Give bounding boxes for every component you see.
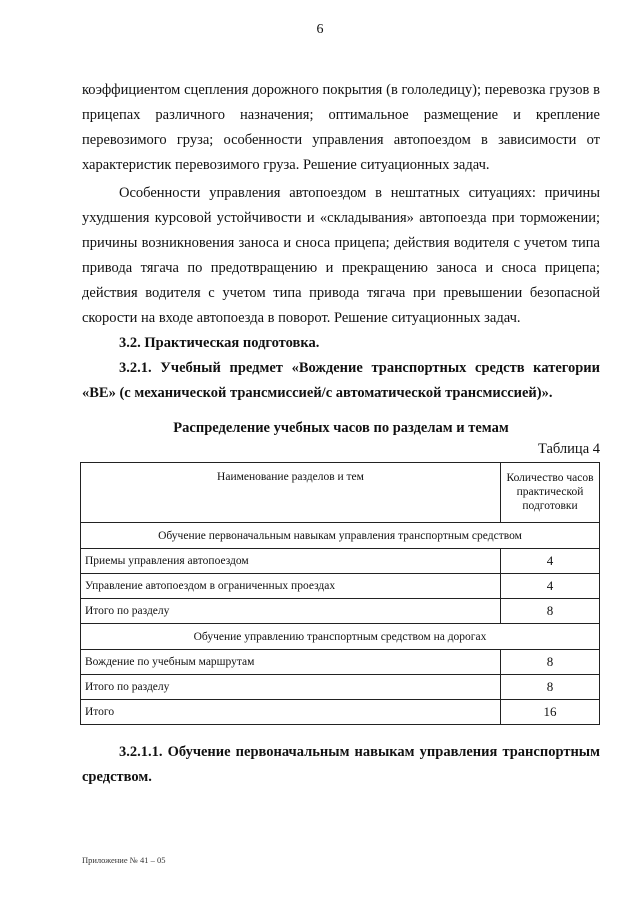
total-row: [81, 700, 600, 725]
row-qty: 4: [501, 549, 600, 574]
table-label: Таблица 4: [537, 441, 600, 457]
row-qty: 8: [501, 675, 600, 700]
section-row: [81, 523, 600, 549]
section-row: [81, 624, 600, 650]
table-row: [81, 675, 600, 700]
paragraph-emergency: [82, 181, 600, 331]
hours-table: [80, 462, 600, 725]
row-qty: 8: [501, 650, 600, 675]
table-row: [81, 650, 600, 675]
table-row: [81, 599, 600, 624]
row-name: Приемы управления автопоездом: [81, 549, 501, 574]
section-heading-3-2-1-1: 3.2.1.1. Обучение первоначальным навыкам управления транспортным средством.: [82, 744, 600, 785]
row-name: Итого по разделу: [81, 675, 501, 700]
row-qty: 8: [501, 599, 600, 624]
row-name: Управление автопоездом в ограниченных проездах: [81, 574, 501, 599]
total-name: Итого: [81, 700, 501, 725]
header-qty: Количество часов практической подготовки: [501, 463, 600, 523]
table-row: [81, 574, 600, 599]
paragraph-emergency-text: Особенности управления автопоездом в нештатных ситуациях: причины ухудшения курсовой устойчивости и «складывания» автопоезда при торможении; причины возникновения заноса и сноса прицепа; действия водителя с учетом типа привода тягача по предотвращению и прекращению заноса и сноса прицепа; действия водителя с учетом типа привода тягача при превышении безопасной скорости на входе автопоезда в поворот. Решение ситуационных задач.: [82, 185, 600, 326]
table-header-row: [81, 463, 600, 523]
total-qty: 16: [501, 700, 600, 725]
header-name: Наименование разделов и тем: [81, 463, 501, 523]
row-qty: 4: [501, 574, 600, 599]
footer-note: Приложение № 41 – 05: [82, 855, 166, 865]
section-title: Обучение первоначальным навыкам управления транспортным средством: [81, 523, 600, 549]
row-name: Итого по разделу: [81, 599, 501, 624]
table-row: [81, 549, 600, 574]
row-name: Вождение по учебным маршрутам: [81, 650, 501, 675]
page-number: 6: [316, 22, 324, 37]
paragraph-cargo-text: коэффициентом сцепления дорожного покрытия (в гололедицу); перевозка грузов в прицепах различного назначения; оптимальное размещение и крепление перевозимого груза; особенности управления автопоездом в зависимости от характеристик перевозимого груза. Решение ситуационных задач.: [82, 82, 600, 173]
section-heading-3-2: 3.2. Практическая подготовка.: [119, 335, 320, 351]
paragraph-cargo: [82, 78, 600, 178]
table-title: Распределение учебных часов по разделам и темам: [173, 420, 509, 436]
section-heading-3-2-1: 3.2.1. Учебный предмет «Вождение транспортных средств категории «BE» (с механической трансмиссией/с автоматической трансмиссией)».: [82, 360, 600, 401]
section-title: Обучение управлению транспортным средством на дорогах: [81, 624, 600, 650]
